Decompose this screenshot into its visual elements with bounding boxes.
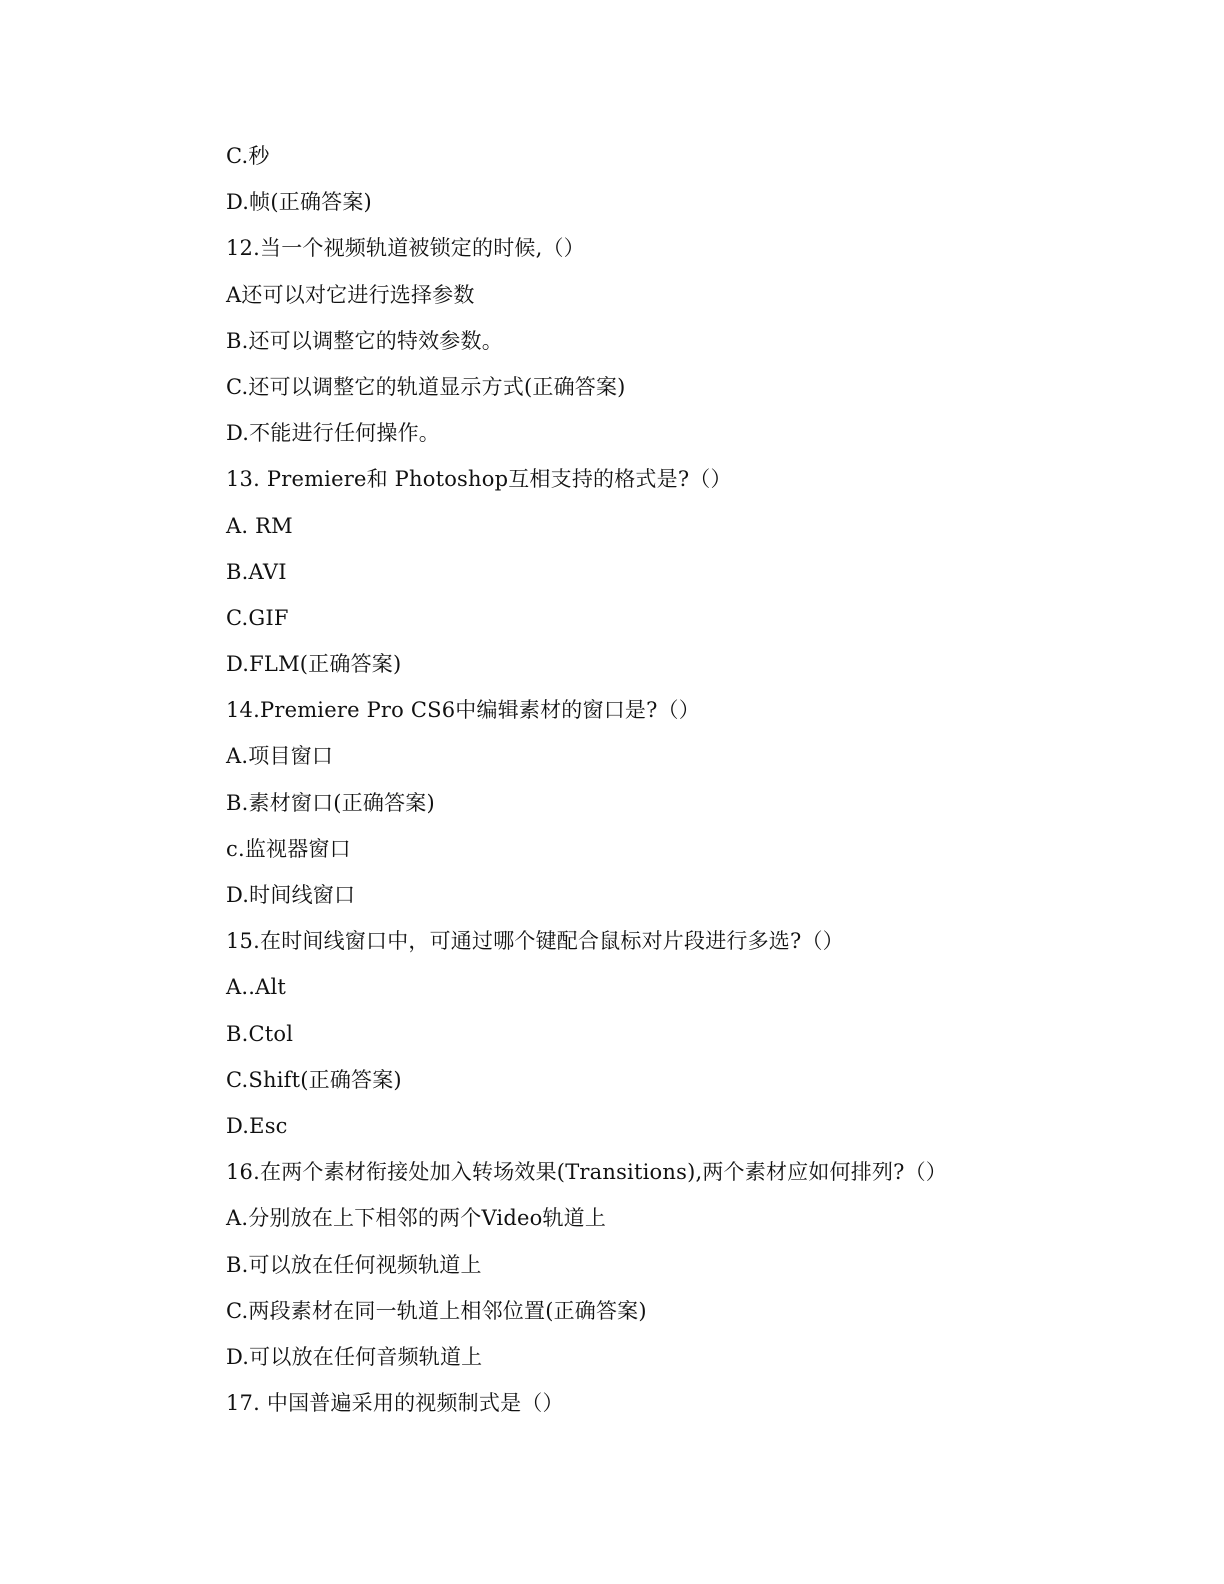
- option-line: D.FLM(正确答案): [226, 652, 402, 677]
- option-line: D.不能进行任何操作。: [226, 421, 440, 446]
- option-line: C.还可以调整它的轨道显示方式(正确答案): [226, 374, 626, 399]
- option-line: B.素材窗口(正确答案): [226, 790, 435, 815]
- option-line: A还可以对它进行选择参数: [226, 282, 475, 307]
- question-line: 12.当一个视频轨道被锁定的时候,（）: [226, 236, 585, 261]
- question-line: 15.在时间线窗口中，可通过哪个键配合鼠标对片段进行多选?（）: [226, 929, 844, 954]
- option-line: A..Alt: [226, 975, 287, 1000]
- question-line: 16.在两个素材衔接处加入转场效果(Transitions),两个素材应如何排列?（）: [226, 1160, 947, 1185]
- option-line: A.项目窗口: [226, 744, 334, 769]
- option-line: B.可以放在任何视频轨道上: [226, 1252, 482, 1277]
- option-line: C.两段素材在同一轨道上相邻位置(正确答案): [226, 1298, 647, 1323]
- option-line: D.可以放在任何音频轨道上: [226, 1344, 483, 1369]
- option-line: A.分别放在上下相邻的两个Video轨道上: [226, 1206, 607, 1231]
- document-body: [226, 133, 1126, 1426]
- option-line: C.Shift(正确答案): [226, 1067, 402, 1092]
- option-line: A. RM: [226, 513, 293, 538]
- question-line: 13. Premiere和 Photoshop互相支持的格式是?（）: [226, 467, 732, 492]
- option-line: D.时间线窗口: [226, 883, 356, 907]
- option-line: C.GIF: [226, 605, 289, 630]
- option-line: B.Ctol: [226, 1021, 294, 1046]
- option-line: D.帧(正确答案): [226, 190, 372, 215]
- option-line: c.监视器窗口: [226, 836, 351, 861]
- option-line: D.Esc: [226, 1113, 288, 1138]
- question-line: 14.Premiere Pro CS6中编辑素材的窗口是?（）: [226, 698, 700, 723]
- option-line: B.还可以调整它的特效参数。: [226, 328, 503, 353]
- option-line: B.AVI: [226, 559, 287, 584]
- question-line: 17. 中国普遍采用的视频制式是（）: [226, 1391, 564, 1416]
- option-line: C.秒: [226, 144, 270, 168]
